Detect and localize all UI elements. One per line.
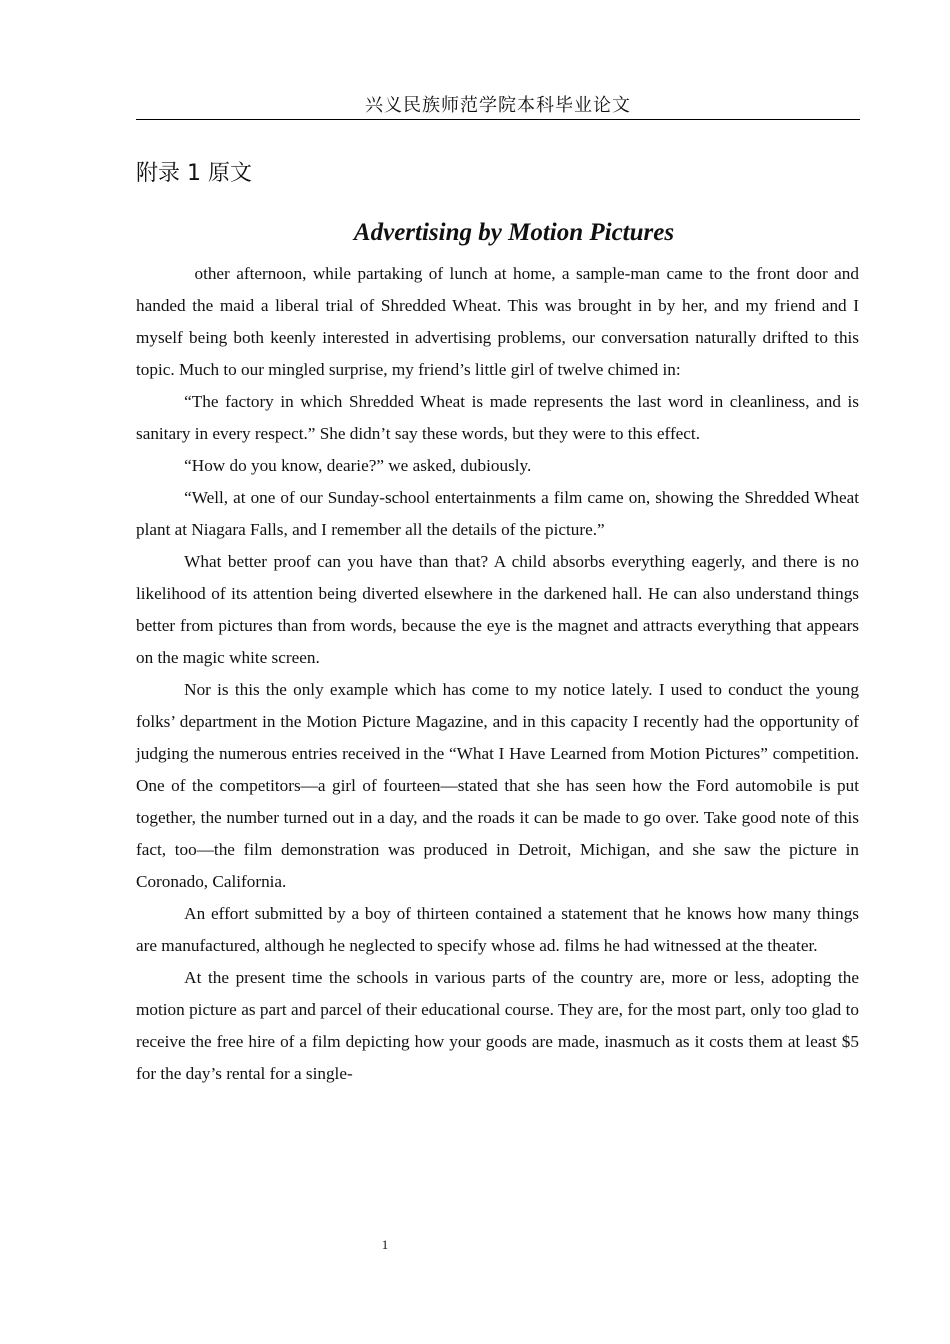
article-body <box>136 258 859 1090</box>
paragraph: “How do you know, dearie?” we asked, dubiously. <box>184 456 532 475</box>
article-title: Advertising by Motion Pictures <box>353 219 675 246</box>
paragraph: An effort submitted by a boy of thirteen contained a statement that he knows how many things are manufactured, although he neglected to specify whose ad. films he had witnessed at the theater. <box>136 904 859 955</box>
paragraph: other afternoon, while partaking of lunch at home, a sample-man came to the front door and handed the maid a liberal trial of Shredded Wheat. This was brought in by her, and my friend and I myself being both keenly interested in advertising problems, our conversation naturally drifted to this topic. Much to our mingled surprise, my friend’s little girl of twelve chimed in: <box>136 264 859 379</box>
page-number: 1 <box>381 1237 389 1252</box>
running-header: 兴义民族师范学院本科毕业论文 <box>365 95 631 116</box>
paragraph: Nor is this the only example which has come to my notice lately. I used to conduct the young folks’ department in the Motion Picture Magazine, and in this capacity I recently had the opportunity of judging the numerous entries received in the “What I Have Learned from Motion Pictures” competition. One of the competitors—a girl of fourteen—stated that she has seen how the Ford automobile is put together, the number turned out in a day, and the roads it can be made to go over. Take good note of this fact, too—the film demonstration was produced in Detroit, Michigan, and she saw the picture in Coronado, California. <box>136 680 859 891</box>
paragraph: “Well, at one of our Sunday-school entertainments a film came on, showing the Shredded Wheat plant at Niagara Falls, and I remember all the details of the picture.” <box>136 488 859 539</box>
appendix-heading: 附录 1 原文 <box>136 161 252 186</box>
paragraph: At the present time the schools in various parts of the country are, more or less, adopting the motion picture as part and parcel of their educational course. They are, for the most part, only too glad to receive the free hire of a film depicting how your goods are made, inasmuch as it costs them at least $5 for the day’s rental for a single- <box>136 968 859 1083</box>
paragraph: “The factory in which Shredded Wheat is made represents the last word in cleanliness, and is sanitary in every respect.” She didn’t say these words, but they were to this effect. <box>136 392 859 443</box>
paragraph: What better proof can you have than that? A child absorbs everything eagerly, and there is no likelihood of its attention being diverted elsewhere in the darkened hall. He can also understand things better from pictures than from words, because the eye is the magnet and attracts everything that appears on the magic white screen. <box>136 552 859 667</box>
header-rule <box>136 119 860 120</box>
